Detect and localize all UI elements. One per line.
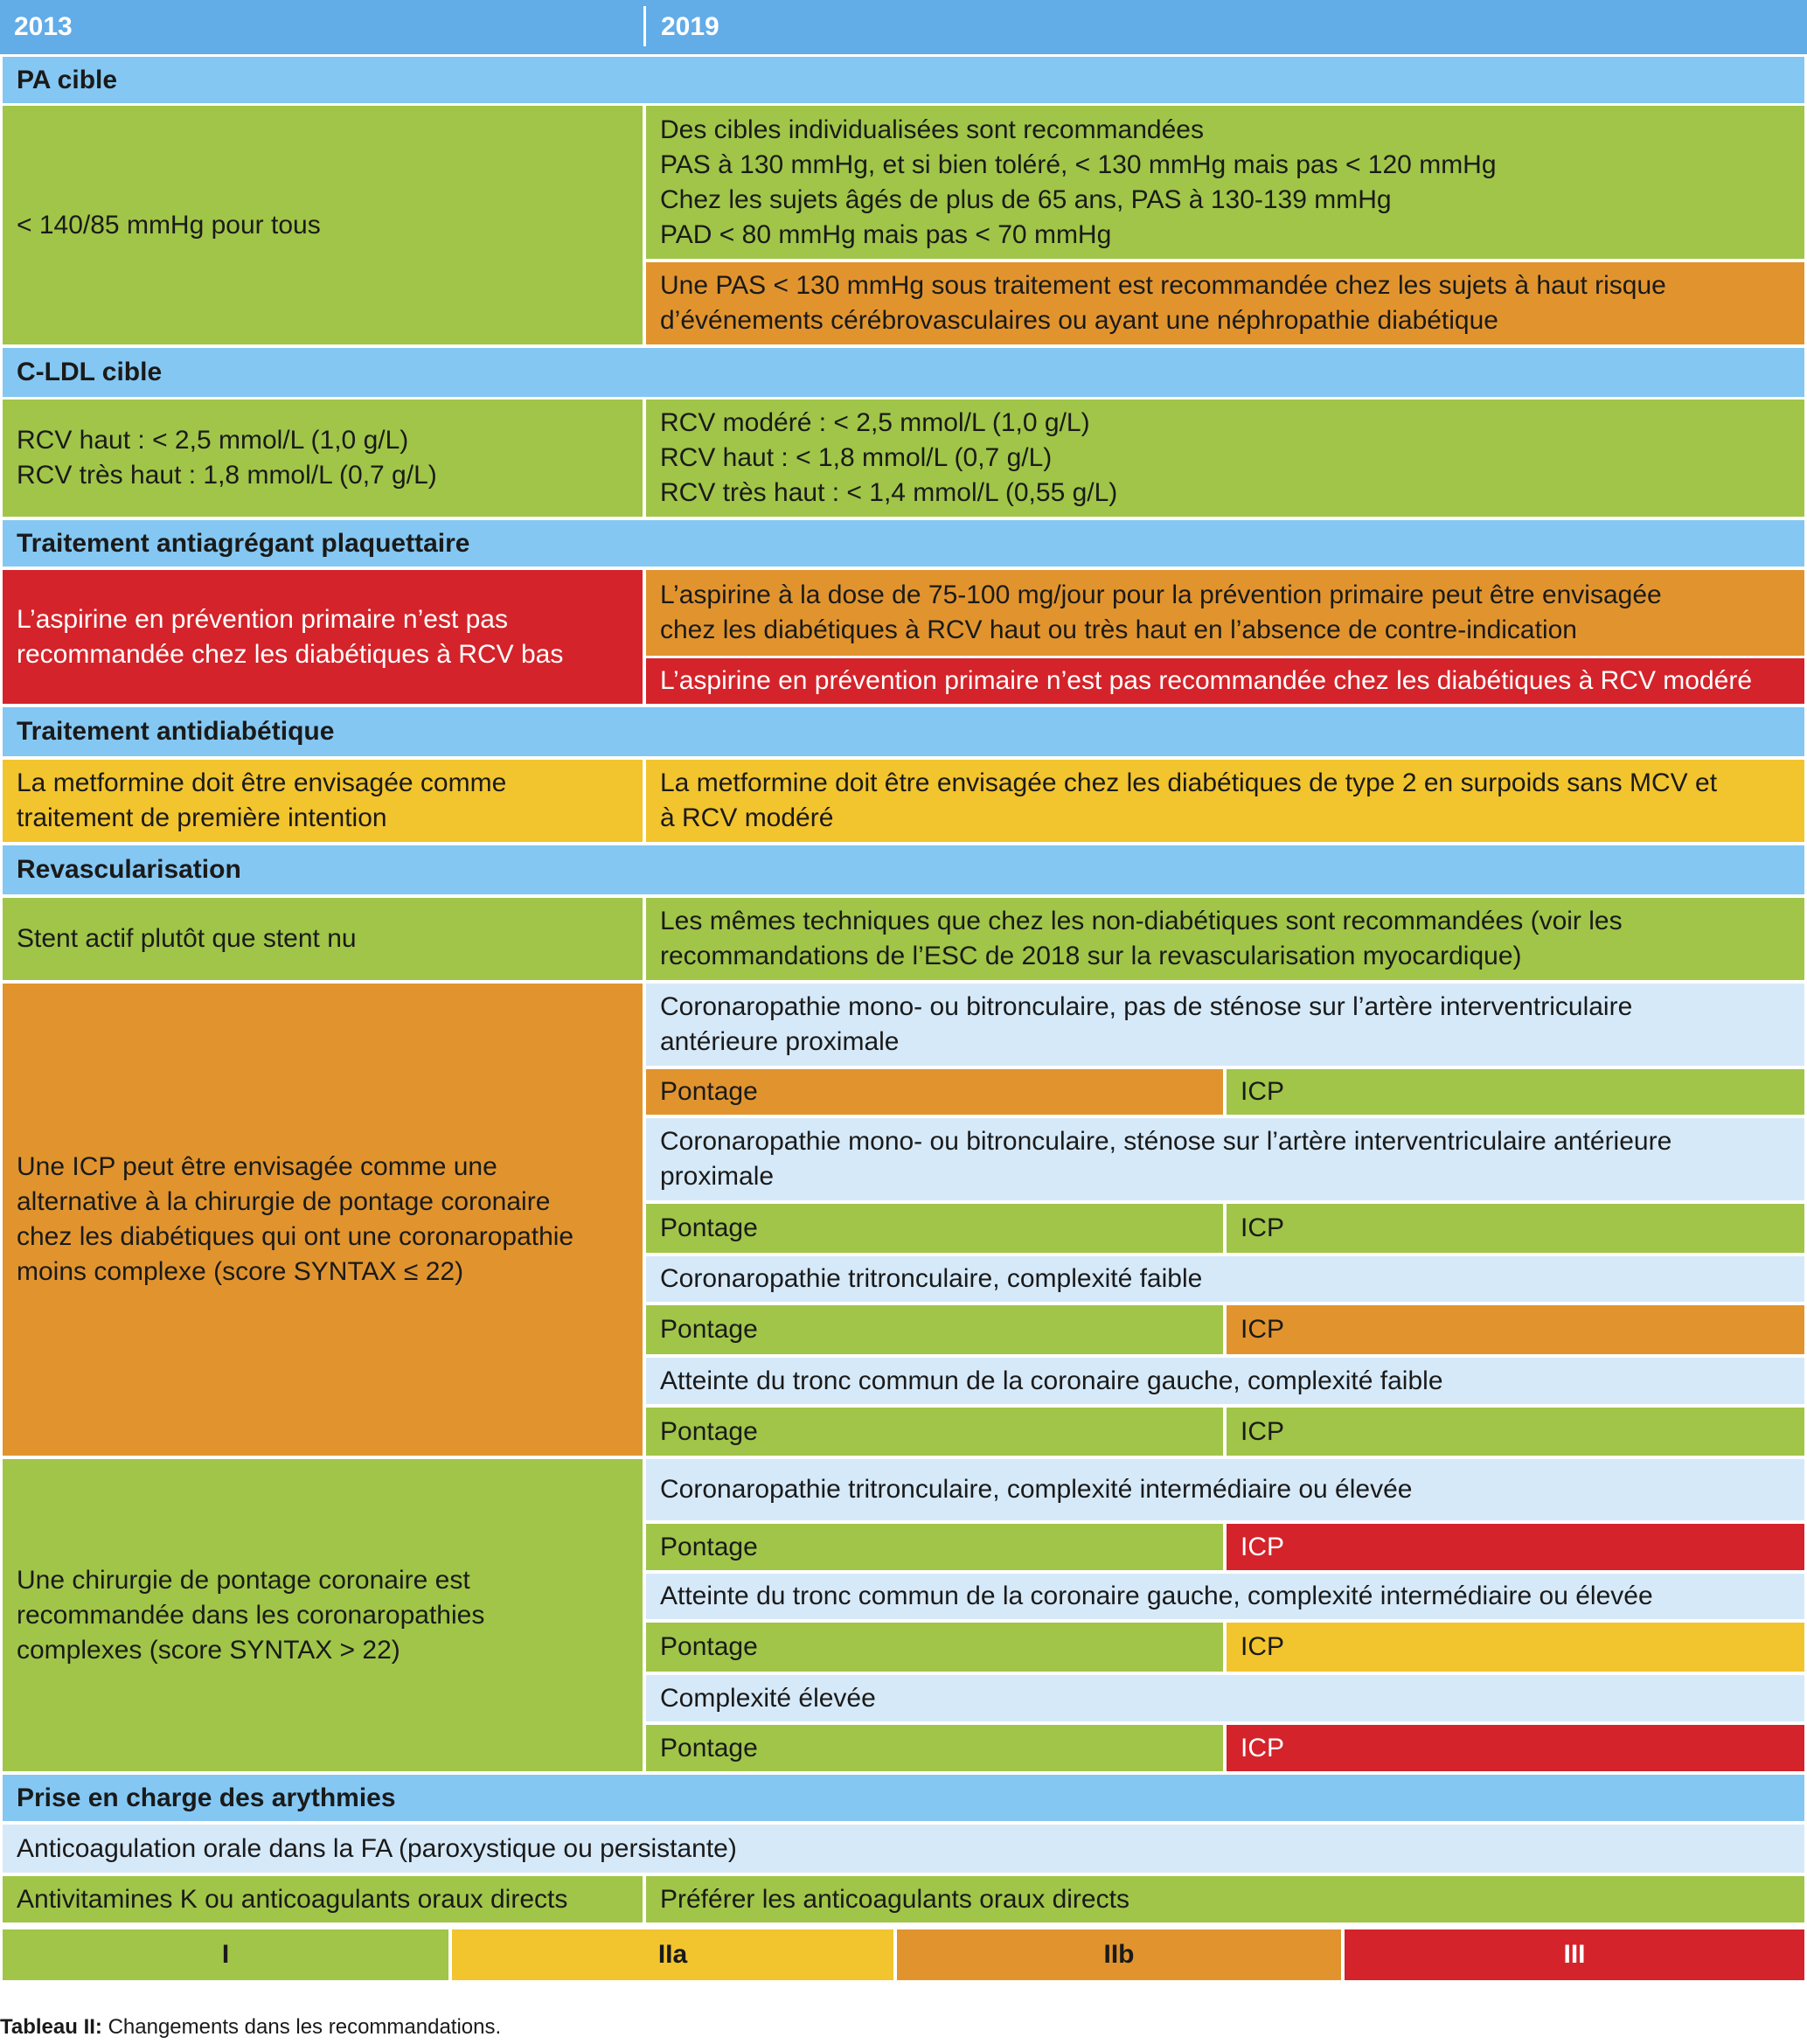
icp-cell-6: ICP <box>1227 1623 1804 1672</box>
cabg-2013-cell: Une chirurgie de pontage coronaire est recommandée dans les coronaropathies complexes (score SYNTAX > 22) <box>3 1459 643 1771</box>
case-tri-low: Coronaropathie tritronculaire, complexité faible <box>646 1256 1804 1302</box>
table-caption: Tableau II: Changements dans les recommandations. <box>0 2015 502 2039</box>
case-mono-bi-iva: Coronaropathie mono- ou bitronculaire, sténose sur l’artère interventriculaire antérieure proximale <box>646 1118 1804 1200</box>
arrhythmia-2013-cell: Antivitamines K ou anticoagulants oraux directs <box>3 1876 643 1922</box>
icp-2013-cell: Une ICP peut être envisagée comme une alternative à la chirurgie de pontage coronaire chez les diabétiques qui ont une coronaropathie moins complexe (score SYNTAX ≤ 22) <box>3 984 643 1456</box>
section-pa-cible: PA cible <box>3 57 1804 103</box>
section-revascularisation: Revascularisation <box>3 845 1804 894</box>
pa-2019-high-risk-cell: Une PAS < 130 mmHg sous traitement est recommandée chez les sujets à haut risque d’événements cérébrovasculaires ou ayant une néphropathie diabétique <box>646 262 1804 344</box>
icp-cell-4: ICP <box>1227 1408 1804 1456</box>
pa-2019-cell: Des cibles individualisées sont recommandées PAS à 130 mmHg, et si bien toléré, < 130 mmHg mais pas < 120 mmHg Chez les sujets âgés de plus de 65 ans, PAS à 130-139 mmHg PAD < 80 mmHg mais pas < 70 mmHg <box>646 106 1804 259</box>
legend-class-iii: III <box>1345 1929 1804 1980</box>
pontage-cell-2: Pontage <box>646 1204 1223 1253</box>
antidiabetic-2013-cell: La metformine doit être envisagée comme traitement de première intention <box>3 760 643 842</box>
case-left-main-low: Atteinte du tronc commun de la coronaire gauche, complexité faible <box>646 1358 1804 1404</box>
section-antiplatelet: Traitement antiagrégant plaquettaire <box>3 520 1804 567</box>
icp-cell-2: ICP <box>1227 1204 1804 1253</box>
case-tri-intermediate: Coronaropathie tritronculaire, complexité intermédiaire ou élevée <box>646 1459 1804 1520</box>
icp-cell-3: ICP <box>1227 1305 1804 1354</box>
pontage-cell-4: Pontage <box>646 1408 1223 1456</box>
ldl-2019-cell: RCV modéré : < 2,5 mmol/L (1,0 g/L) RCV haut : < 1,8 mmol/L (0,7 g/L) RCV très haut : < 1,4 mmol/L (0,55 g/L) <box>646 400 1804 517</box>
pontage-cell-1: Pontage <box>646 1069 1223 1115</box>
antiplatelet-2019-red-cell: L’aspirine en prévention primaire n’est pas recommandée chez les diabétiques à RCV modéré <box>646 658 1804 704</box>
header-2019: 2019 <box>661 12 719 41</box>
case-left-main-intermediate: Atteinte du tronc commun de la coronaire gauche, complexité intermédiaire ou élevée <box>646 1574 1804 1619</box>
section-antidiabetic: Traitement antidiabétique <box>3 707 1804 756</box>
stent-2013-cell: Stent actif plutôt que stent nu <box>3 898 643 980</box>
icp-cell-7: ICP <box>1227 1725 1804 1771</box>
pontage-cell-3: Pontage <box>646 1305 1223 1354</box>
case-high-complexity: Complexité élevée <box>646 1675 1804 1721</box>
header-divider <box>643 6 646 46</box>
section-ldl-cible: C-LDL cible <box>3 348 1804 397</box>
arrhythmia-subheader: Anticoagulation orale dans la FA (paroxystique ou persistante) <box>3 1825 1804 1873</box>
pontage-cell-6: Pontage <box>646 1623 1223 1672</box>
pontage-cell-7: Pontage <box>646 1725 1223 1771</box>
legend-class-i: I <box>3 1929 448 1980</box>
antiplatelet-2013-cell: L’aspirine en prévention primaire n’est pas recommandée chez les diabétiques à RCV bas <box>3 570 643 704</box>
antiplatelet-2019-orange-cell: L’aspirine à la dose de 75-100 mg/jour pour la prévention primaire peut être envisagée chez les diabétiques à RCV haut ou très haut en l’absence de contre-indication <box>646 570 1804 656</box>
icp-cell-5: ICP <box>1227 1524 1804 1570</box>
legend-class-iia: IIa <box>452 1929 893 1980</box>
legend-class-iib: IIb <box>897 1929 1341 1980</box>
header-2013: 2013 <box>0 0 1807 54</box>
antidiabetic-2019-cell: La metformine doit être envisagée chez les diabétiques de type 2 en surpoids sans MCV et à RCV modéré <box>646 760 1804 842</box>
stent-2019-cell: Les mêmes techniques que chez les non-diabétiques sont recommandées (voir les recommandations de l’ESC de 2018 sur la revascularisation myocardique) <box>646 898 1804 980</box>
pontage-cell-5: Pontage <box>646 1524 1223 1570</box>
icp-cell-1: ICP <box>1227 1069 1804 1115</box>
case-mono-bi-no-iva: Coronaropathie mono- ou bitronculaire, pas de sténose sur l’artère interventriculaire antérieure proximale <box>646 984 1804 1066</box>
ldl-2013-cell: RCV haut : < 2,5 mmol/L (1,0 g/L) RCV très haut : 1,8 mmol/L (0,7 g/L) <box>3 400 643 517</box>
arrhythmia-2019-cell: Préférer les anticoagulants oraux directs <box>646 1876 1804 1922</box>
pa-2013-cell: < 140/85 mmHg pour tous <box>3 106 643 344</box>
section-arrhythmia: Prise en charge des arythmies <box>3 1775 1804 1821</box>
